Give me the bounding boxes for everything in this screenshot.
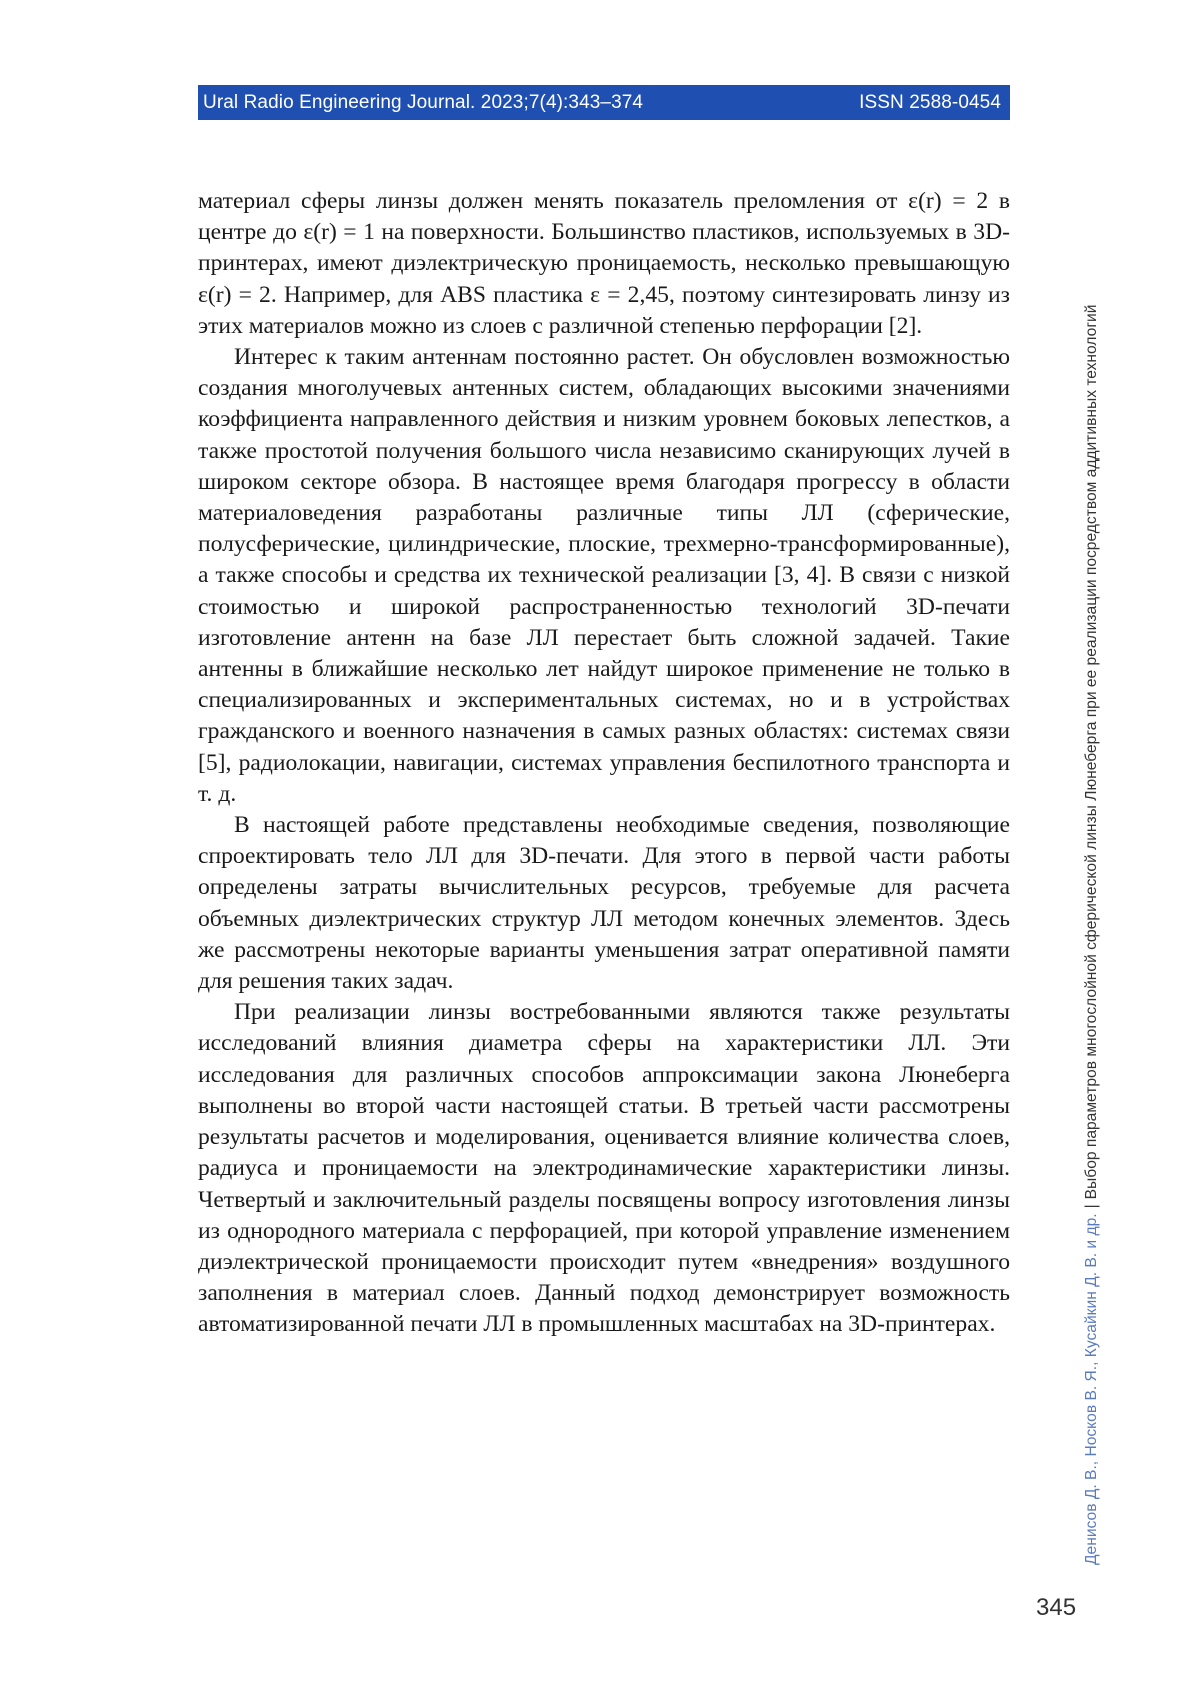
paragraph: В настоящей работе представлены необходимые сведения, позволяющие спроектировать тело ЛЛ для 3D-печати. Для этого в первой части работы определены затраты вычислительных ресурсов, требуемые для расчета объемных диэлектрических структур ЛЛ методом конечных элементов. Здесь же рассмотрены некоторые варианты уменьшения затрат оперативной памяти для решения таких задач. [198, 810, 1010, 997]
journal-header-bar [198, 85, 1010, 120]
paragraph: При реализации линзы востребованными являются также результаты исследований влияния диаметра сферы на характеристики ЛЛ. Эти исследования для различных способов аппроксимации закона Люнеберга выполнены во второй части настоящей статьи. В третьей части рассмотрены результаты расчетов и моделирования, оценивается влияние количества слоев, радиуса и проницаемости на электродинамические характеристики линзы. Четвертый и заключительный разделы посвящены вопросу изготовления линзы из однородного материала с перфорацией, при которой управление изменением диэлектрической проницаемости происходит путем «внедрения» воздушного заполнения в материал слоев. Данный подход демонстрирует возможность автоматизированной печати ЛЛ в промышленных масштабах на 3D-принтерах. [198, 997, 1010, 1340]
running-title-separator: | [1083, 1199, 1100, 1213]
journal-citation: Ural Radio Engineering Journal. 2023;7(4):343–374 [203, 92, 643, 114]
paragraph: материал сферы линзы должен менять показатель преломления от ε(r) = 2 в центре до ε(r) = 1 на поверхности. Большинство пластиков, используемых в 3D-принтерах, имеют диэлектрическую проницаемость, несколько превышающую ε(r) = 2. Например, для ABS пластика ε = 2,45, поэтому синтезировать линзу из этих материалов можно из слоев с различной степенью перфорации [2]. [198, 186, 1010, 342]
running-title-text: Выбор параметров многослойной сферической линзы Люнеберга при ее реализации посредством аддитивных технологий [1083, 305, 1100, 1200]
running-title [1082, 190, 1102, 1565]
page-number: 345 [1036, 1594, 1076, 1622]
paragraph: Интерес к таким антеннам постоянно растет. Он обусловлен возможностью создания многолучевых антенных систем, обладающих высокими значениями коэффициента направленного действия и низким уровнем боковых лепестков, а также простотой получения большого числа независимо сканирующих лучей в широком секторе обзора. В настоящее время благодаря прогрессу в области материаловедения разработаны различные типы ЛЛ (сферические, полусферические, цилиндрические, плоские, трехмерно-трансформированные), а также способы и средства их технической реализации [3, 4]. В связи с низкой стоимостью и широкой распространенностью технологий 3D-печати изготовление антенн на базе ЛЛ перестает быть сложной задачей. Такие антенны в ближайшие несколько лет найдут широкое применение не только в специализированных и экспериментальных системах, но и в устройствах гражданского и военного назначения в самых разных областях: системах связи [5], радиолокации, навигации, системах управления беспилотного транспорта и т. д. [198, 342, 1010, 810]
issn-label: ISSN 2588-0454 [859, 92, 1001, 114]
article-body [198, 186, 1010, 1341]
running-title-authors: Денисов Д. В., Носков В. Я., Кусайкин Д. В. и др. [1083, 1213, 1100, 1565]
